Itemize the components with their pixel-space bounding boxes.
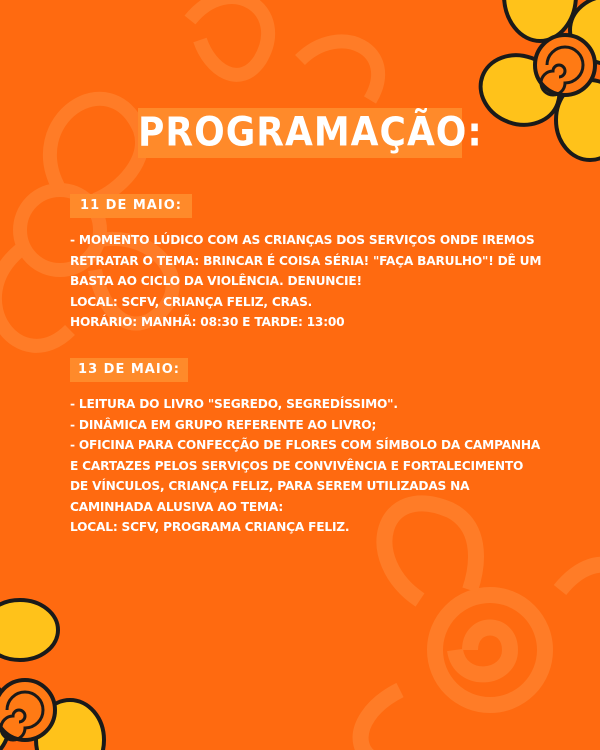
flower-top-right: [471, 0, 600, 160]
date-badge-1: 11 DE MAIO:: [80, 198, 182, 213]
section-2-line: - DINÂMICA EM GRUPO REFERENTE AO LIVRO;: [70, 417, 377, 432]
section-1-line: BASTA AO CICLO DA VIOLÊNCIA. DENUNCIE!: [70, 274, 362, 288]
section-2-line: CAMINHADA ALUSIVA AO TEMA:: [70, 499, 284, 514]
date-badge-2: 13 DE MAIO:: [78, 362, 180, 377]
section-2-line: - LEITURA DO LIVRO "SEGREDO, SEGREDÍSSIMO".: [70, 397, 398, 411]
section-1-text: [70, 230, 541, 333]
bg-flower-top: [190, 0, 378, 100]
section-2-line: - OFICINA PARA CONFECÇÃO DE FLORES COM SÍMBOLO DA CAMPANHA: [70, 438, 541, 452]
section-2-line: E CARTAZES PELOS SERVIÇOS DE CONVIVÊNCIA E FORTALECIMENTO: [70, 458, 524, 473]
section-1-line: RETRATAR O TEMA: BRINCAR É COISA SÉRIA! "FAÇA BARULHO"! DÊ UM: [70, 253, 542, 268]
section-1-line: - MOMENTO LÚDICO COM AS CRIANÇAS DOS SERVIÇOS ONDE IREMOS: [70, 233, 535, 247]
bg-flower-bottom-right: [361, 503, 600, 750]
flower-bottom-left: [0, 600, 104, 750]
section-2-text: [70, 394, 540, 538]
section-1-line: LOCAL: SCFV, CRIANÇA FELIZ, CRAS.: [70, 294, 313, 309]
section-2-line: LOCAL: SCFV, PROGRAMA CRIANÇA FELIZ.: [70, 520, 350, 534]
section-1-line: HORÁRIO: MANHÃ: 08:30 E TARDE: 13:00: [70, 315, 345, 329]
section-2-line: DE VÍNCULOS, CRIANÇA FELIZ, PARA SEREM UTILIZADAS NA: [70, 479, 470, 493]
page-title: PROGRAMAÇÃO:: [138, 109, 483, 156]
